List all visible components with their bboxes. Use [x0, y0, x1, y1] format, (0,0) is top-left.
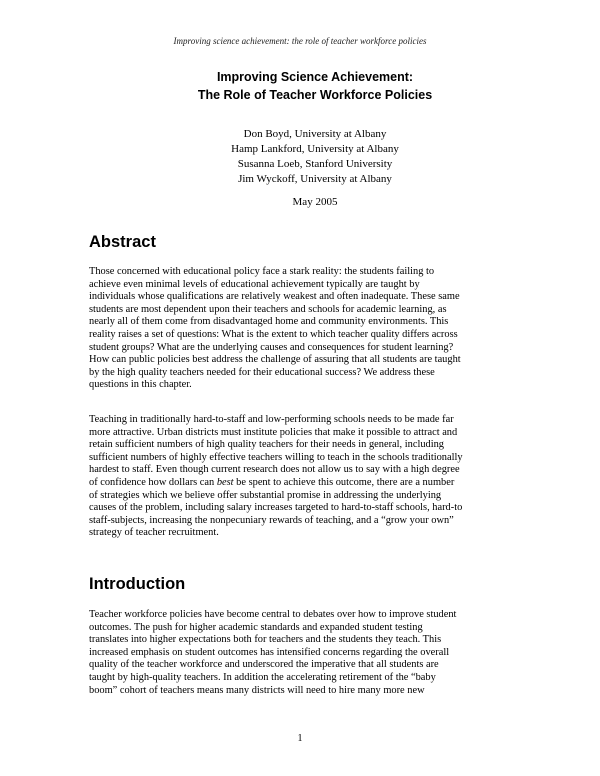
text-line: Teacher workforce policies have become central to debates over how to improve student [89, 609, 457, 620]
author: Don Boyd, University at Albany [243, 128, 387, 140]
abstract-paragraph-2 [89, 414, 513, 540]
abstract-heading: Abstract [89, 233, 156, 251]
text-line: by the high quality teachers needed for their educational success? We address these [89, 366, 435, 378]
text-line: boom” cohort of teachers means many districts will need to hire many more new [89, 684, 425, 696]
text-line: nearly all of them come from disadvantaged home and community environments. This [89, 316, 449, 328]
text-line: Those concerned with educational policy face a stark reality: the students failing to [89, 266, 435, 277]
title-line-1: Improving Science Achievement: [216, 70, 414, 84]
introduction-paragraph-1 [89, 609, 513, 697]
text-line: increased emphasis on student outcomes has intensified concerns regarding the overall [89, 646, 450, 658]
author: Susanna Loeb, Stanford University [237, 158, 393, 170]
text-line [89, 477, 513, 490]
text-line: students are most dependent upon their teachers and schools for academic learning, as [89, 303, 447, 315]
text-line: reality raises a set of questions: What is the extent to which teacher quality differs across [89, 328, 458, 340]
emphasis-text: best [216, 476, 234, 488]
text-line: causes of the problem, including salary increases targeted to hard-to-staff schools, hard-to [89, 502, 463, 514]
introduction-heading: Introduction [89, 575, 186, 593]
author: Jim Wyckoff, University at Albany [238, 173, 392, 185]
text-segment: be spent to achieve this outcome, there are a number [233, 476, 455, 488]
abstract-paragraph-1 [89, 266, 513, 392]
text-line: achieve even minimal levels of educational achievement typically are taught by [89, 278, 420, 290]
text-line: retain sufficient numbers of high quality teachers for their needs in general, including [89, 439, 444, 451]
page-number: 1 [297, 733, 303, 744]
text-line: more attractive. Urban districts must institute policies that make it possible to attract and [89, 426, 458, 438]
title-line-2: The Role of Teacher Workforce Policies [197, 88, 433, 102]
text-line: sufficient numbers of highly effective teachers willing to teach in the schools traditionally [89, 451, 463, 463]
text-line: of strategies which we believe offer substantial promise in addressing the underlying [89, 489, 442, 501]
text-line: How can public policies best address the challenge of assuring that all students are taught [89, 354, 461, 366]
text-line: translates into higher expectations both for teachers and the students they teach. This [89, 634, 442, 646]
text-line: staff-subjects, increasing the nonpecuniary rewards of teaching, and a “grow your own” [89, 514, 454, 526]
text-line: questions in this chapter. [89, 379, 192, 391]
author-list [0, 127, 600, 187]
running-header: Improving science achievement: the role of teacher workforce policies [173, 36, 427, 46]
text-line: quality of the teacher workforce and underscored the imperative that all students are [89, 659, 439, 671]
text-line: hardest to staff. Even though current research does not allow us to say with a high degree [89, 464, 460, 476]
text-segment: of confidence how dollars can [89, 476, 217, 488]
author: Hamp Lankford, University at Albany [231, 143, 399, 155]
text-line: outcomes. The push for higher academic standards and expanded student testing [89, 621, 423, 633]
publication-date: May 2005 [292, 196, 338, 208]
text-line: taught by high-quality teachers. In addition the accelerating retirement of the “baby [89, 671, 436, 683]
text-line: strategy of teacher recruitment. [89, 527, 219, 539]
text-line: Teaching in traditionally hard-to-staff and low-performing schools needs to be made far [89, 414, 454, 425]
text-line: individuals whose qualifications are relatively weakest and often inadequate. These same [89, 291, 460, 303]
text-line: student groups? What are the underlying causes and consequences for student learning? [89, 341, 454, 353]
paper-title [0, 68, 600, 104]
